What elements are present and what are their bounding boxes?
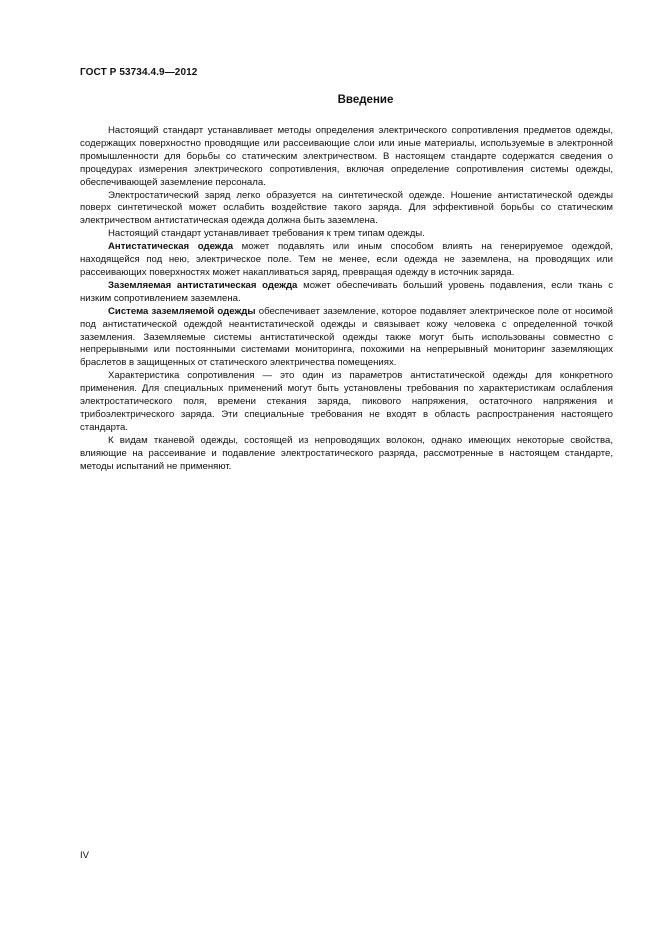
paragraph-text: Настоящий стандарт устанавливает методы определения электрического сопротивления предметов одежды, содержащих поверхностно проводящие или рассеивающие слои или иные материалы, используемые в электронной промышленности для борьбы со статическим электричеством. В настоящем стандарте содержатся сведения о процедурах измерения электрического сопротивления, включая определение сопротивления системы одежды, обеспечивающей заземление персонала. [80, 125, 613, 188]
paragraph-text: Характеристика сопротивления — это один из параметров антистатической одежды для конкретного применения. Для специальных применений могут быть установлены требования по характеристикам ослабления электростатического поля, времени стекания заряда, пикового напряжения, остаточного напряжения и трибоэлектрического заряда. Эти специальные требования не входят в область распространения настоящего стандарта. [80, 370, 613, 433]
paragraph-text: может подавлять или иным способом влиять на генерируемое одеждой, находящейся под нею, электрическое поле. Тем не менее, если одежда не заземлена, на проводящих или рассеивающих поверхностях может накапливаться заряд, превращая одежду в источник заряда. [80, 241, 613, 278]
paragraph-text: Электростатический заряд легко образуется на синтетической одежде. Ношение антистатической одежды поверх синтетической может ослабить воздействие такого заряда. Для эффективной борьбы со статическим электричеством антистатическая одежда должна быть заземлена. [80, 189, 613, 227]
paragraph-text: Настоящий стандарт устанавливает требования к трем типам одежды. [108, 228, 425, 240]
paragraph-exclusions [80, 435, 613, 474]
introduction-body [80, 125, 613, 473]
paragraph-antistatic-garment [80, 241, 613, 280]
term-groundable-garment: Заземляемая антистатическая одежда [108, 279, 298, 291]
document-header: ГОСТ Р 53734.4.9—2012 [80, 67, 198, 78]
page-number: IV [80, 850, 89, 861]
paragraph-text: обеспечивает заземление, которое подавляет электрическое поле от носимой под антистатической одеждой неантистатической одежды и связывает кожу человека с определенной точкой заземления. Заземляемые системы антистатической одежды также могут быть использованы совместно с непрерывными или постоянными системами мониторинга, похожими на непрерывный мониторинг заземляющих браслетов в защищенных от статического электричества помещениях. [80, 305, 613, 369]
term-antistatic-garment: Антистатическая одежда [108, 241, 234, 253]
paragraph-static-charge [80, 190, 613, 229]
paragraph-text: К видам тканевой одежды, состоящей из непроводящих волокон, однако имеющих некоторые свойства, влияющие на рассеивание и подавление электростатического разряда, рассмотренные в настоящем стандарте, методы испытаний не применяют. [80, 434, 613, 472]
paragraph-scope [80, 125, 613, 190]
term-grounded-garment-system: Система заземляемой одежды [108, 305, 256, 317]
paragraph-grounded-system [80, 306, 613, 371]
paragraph-resistance-characteristic [80, 370, 613, 435]
paragraph-three-types [80, 228, 613, 241]
section-title: Введение [337, 94, 394, 106]
paragraph-text: может обеспечивать больший уровень подавления, если ткань с низким сопротивлением заземлена. [80, 279, 613, 304]
paragraph-groundable-garment [80, 280, 613, 306]
